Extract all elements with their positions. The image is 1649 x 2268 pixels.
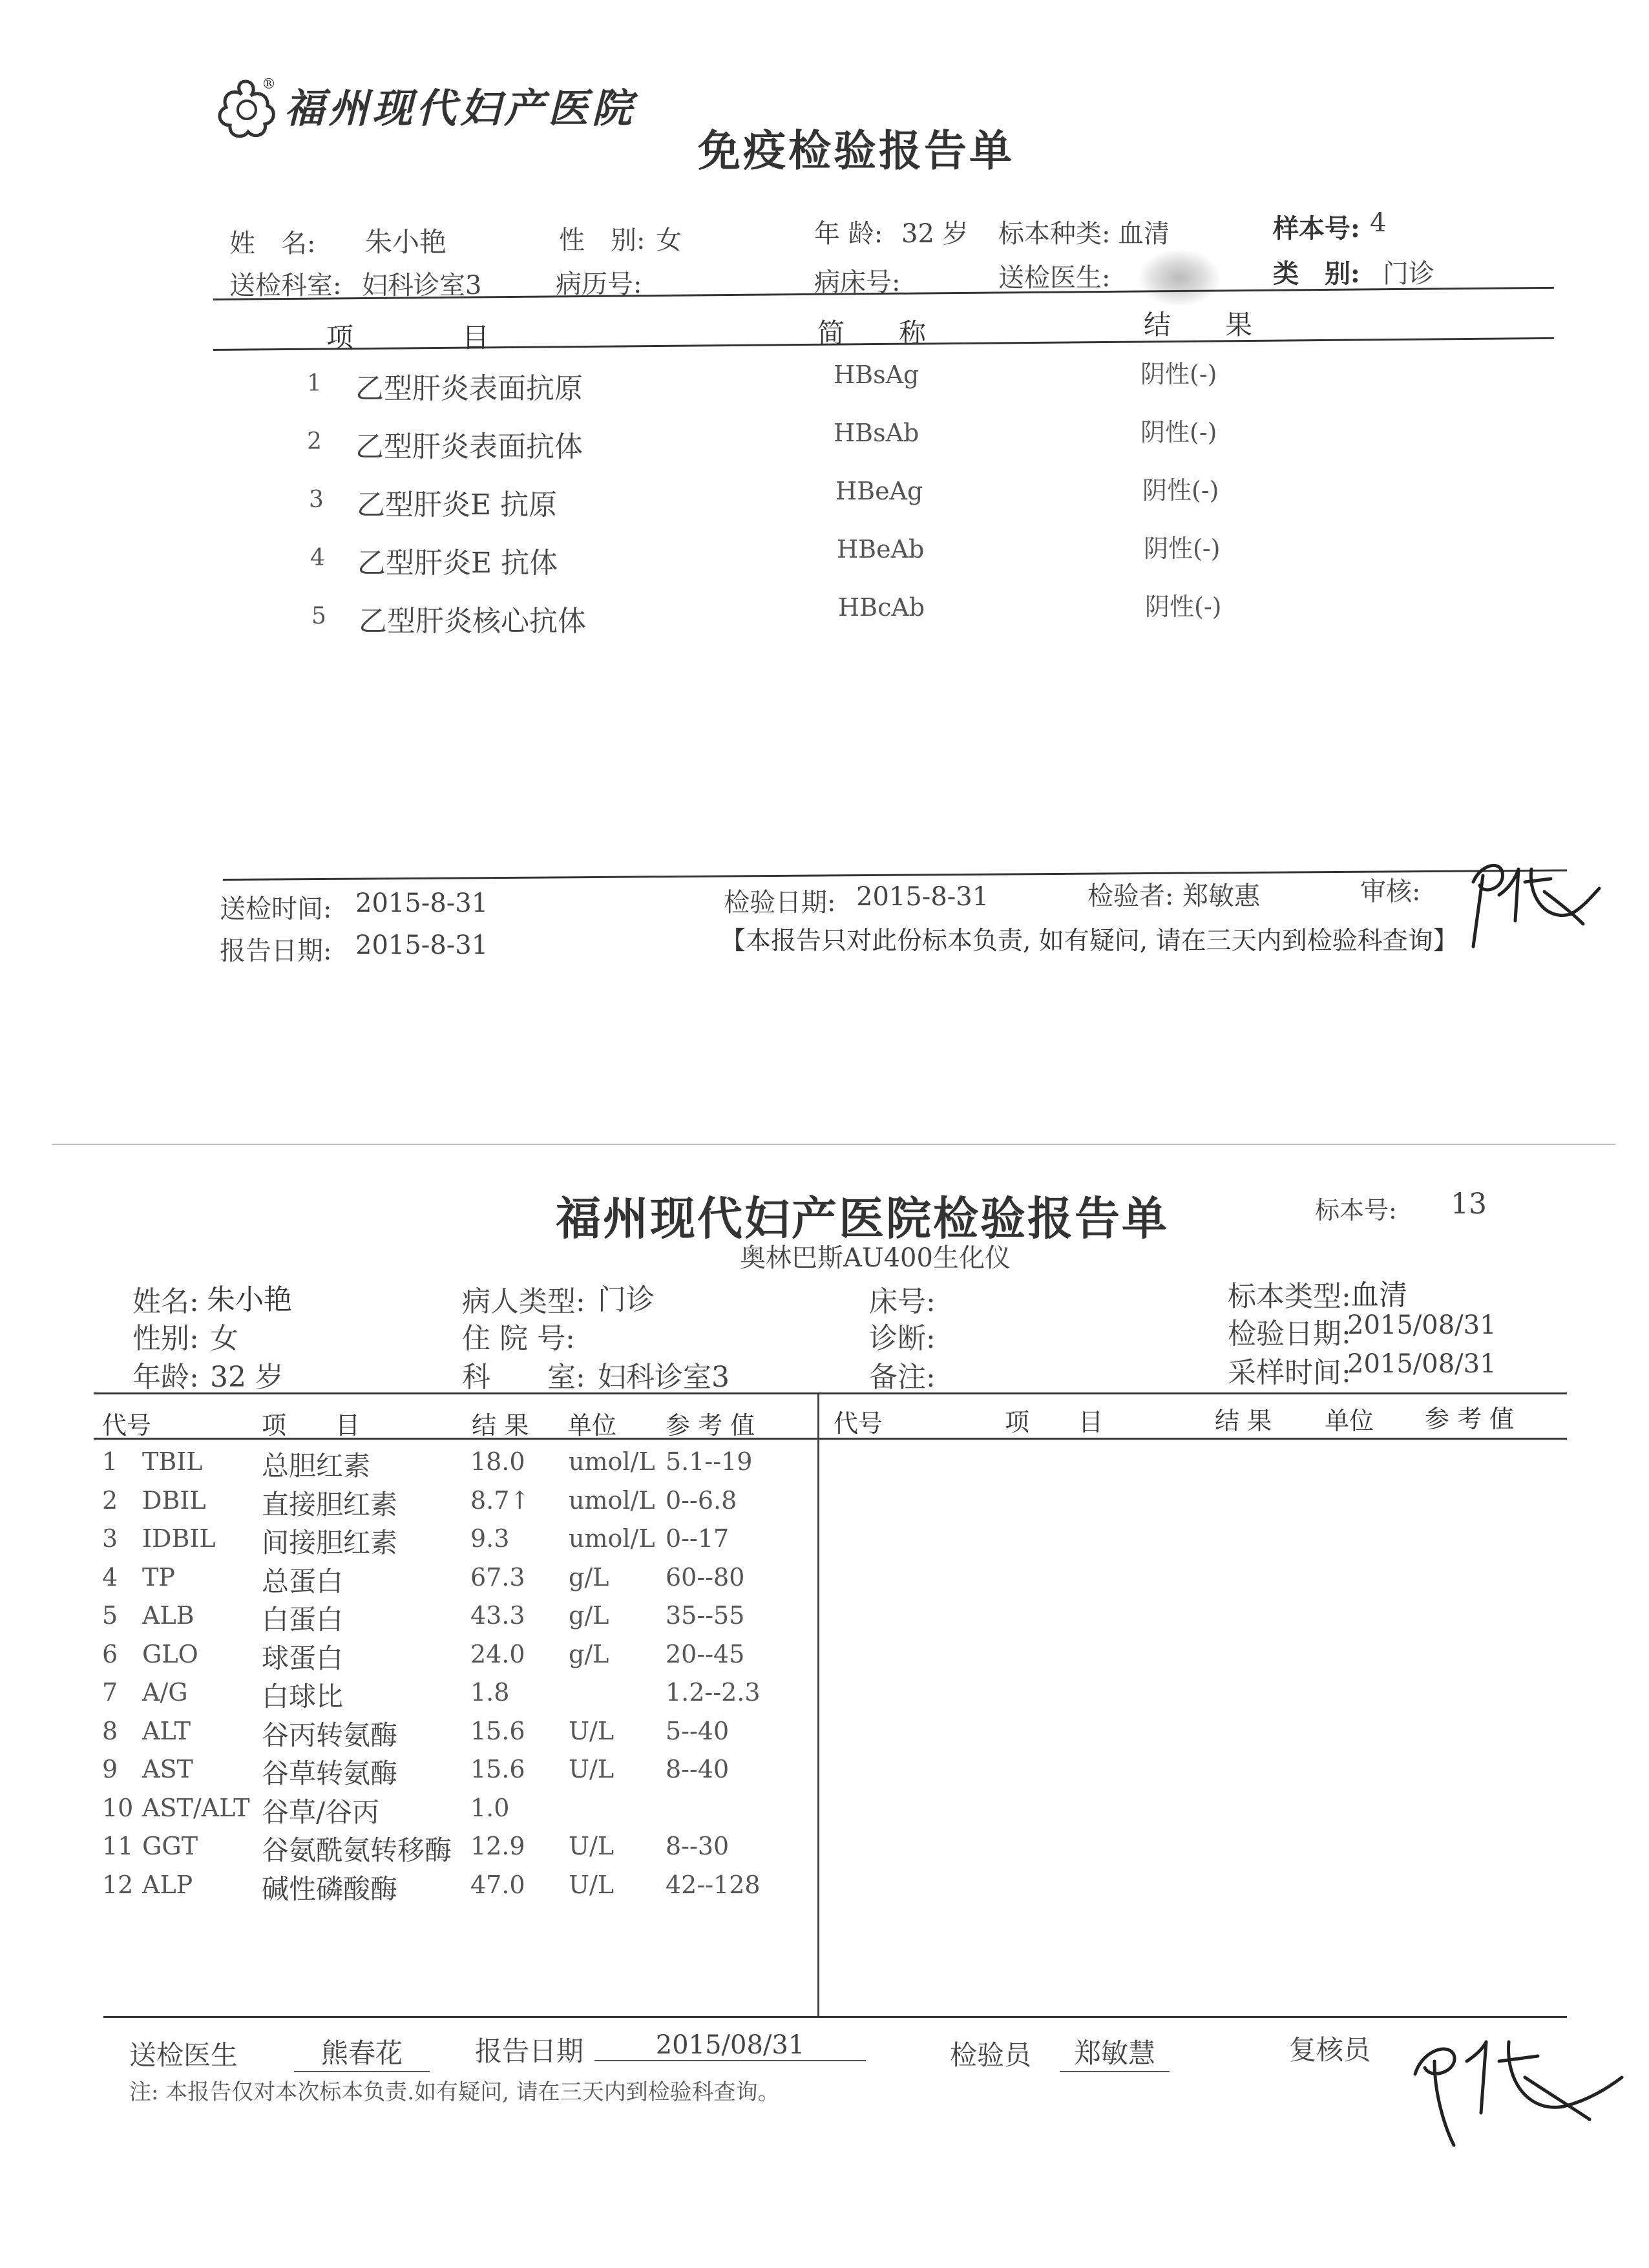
row-item: 谷草转氨酶 bbox=[262, 1758, 398, 1789]
row-item: 乙型肝炎E 抗体 bbox=[357, 547, 558, 580]
report-date-label: 报告日期 bbox=[475, 2035, 584, 2067]
col-header-result: 结 果 bbox=[472, 1411, 529, 1440]
collect-time-label: 采样时间: bbox=[1228, 1356, 1351, 1389]
row-number: 4 bbox=[102, 1563, 118, 1591]
redacted-doctor-signature bbox=[1137, 249, 1221, 307]
sample-no-label: 标本号: bbox=[1315, 1196, 1397, 1224]
table-rule-header bbox=[94, 1438, 1567, 1440]
test-date-label: 检验日期: bbox=[724, 888, 836, 918]
row-number: 1 bbox=[102, 1447, 118, 1476]
row-ref: 60--80 bbox=[666, 1563, 745, 1591]
report-notice: 【本报告只对此份标本负责, 如有疑问, 请在三天内到检验科查询】 bbox=[720, 927, 1458, 956]
row-abbr: HBsAg bbox=[834, 361, 919, 389]
row-number: 3 bbox=[309, 487, 324, 513]
row-result: 阴性(-) bbox=[1142, 476, 1219, 505]
row-number: 8 bbox=[102, 1717, 118, 1745]
row-code: TBIL bbox=[142, 1447, 203, 1476]
row-result: 8.7↑ bbox=[470, 1486, 530, 1515]
sex-label: 性 别: bbox=[559, 226, 646, 255]
row-code: GLO bbox=[142, 1640, 198, 1668]
patient-name: 朱小艳 bbox=[365, 226, 447, 258]
row-code: ALB bbox=[142, 1601, 194, 1630]
report-date-value: 2015/08/31 bbox=[594, 2030, 866, 2061]
dept-value: 妇科诊室3 bbox=[598, 1361, 730, 1394]
row-code: ALP bbox=[142, 1871, 193, 1899]
sheet-edge-line bbox=[52, 1144, 1615, 1145]
tester-label: 检验员 bbox=[950, 2039, 1032, 2071]
row-number: 11 bbox=[102, 1832, 134, 1860]
test-date-value: 2015-8-31 bbox=[856, 882, 989, 912]
specimen-value: 血清 bbox=[1118, 219, 1170, 249]
col-header-code-right: 代号 bbox=[834, 1409, 883, 1438]
col-header-item-right: 项 目 bbox=[1005, 1408, 1104, 1436]
row-item: 乙型肝炎表面抗体 bbox=[355, 430, 583, 463]
category-label: 类 别: bbox=[1273, 258, 1360, 289]
row-ref: 0--17 bbox=[666, 1524, 730, 1553]
dept-label: 送检科室: bbox=[229, 271, 342, 300]
row-code: AST/ALT bbox=[142, 1794, 250, 1822]
report-date-label: 报告日期: bbox=[220, 936, 332, 966]
row-ref: 42--128 bbox=[666, 1871, 761, 1899]
sex-value: 女 bbox=[656, 226, 682, 255]
row-ref: 35--55 bbox=[666, 1601, 745, 1630]
doctor-value: 熊春花 bbox=[294, 2032, 430, 2072]
row-result: 15.6 bbox=[470, 1717, 525, 1745]
row-item: 总胆红素 bbox=[262, 1450, 371, 1482]
row-result: 阴性(-) bbox=[1145, 593, 1222, 621]
row-number: 12 bbox=[102, 1871, 134, 1899]
row-abbr: HBcAb bbox=[838, 593, 925, 622]
row-unit: umol/L bbox=[569, 1486, 655, 1515]
row-number: 2 bbox=[102, 1486, 118, 1515]
row-item: 间接胆红素 bbox=[262, 1527, 398, 1559]
row-result: 阴性(-) bbox=[1144, 534, 1221, 563]
send-time-label: 送检时间: bbox=[220, 894, 332, 924]
tester-label: 检验者: bbox=[1087, 881, 1174, 911]
col-header-unit-right: 单位 bbox=[1325, 1407, 1374, 1435]
tester-value: 郑敏惠 bbox=[1182, 881, 1260, 911]
sample-no-value: 4 bbox=[1370, 208, 1387, 238]
dept-value: 妇科诊室3 bbox=[362, 271, 482, 300]
report-title: 免疫检验报告单 bbox=[698, 125, 1014, 176]
send-time-value: 2015-8-31 bbox=[355, 888, 488, 918]
row-code: A/G bbox=[142, 1678, 188, 1706]
row-code: GGT bbox=[142, 1832, 198, 1860]
row-unit: U/L bbox=[569, 1717, 614, 1745]
row-result: 1.0 bbox=[470, 1794, 510, 1822]
name-label: 姓名: bbox=[132, 1285, 199, 1318]
footer-rule bbox=[103, 2016, 1567, 2018]
row-result: 阴性(-) bbox=[1140, 418, 1217, 446]
row-ref: 0--6.8 bbox=[666, 1486, 737, 1515]
specimen-type-value: 血清 bbox=[1350, 1279, 1407, 1312]
table-divider bbox=[817, 1394, 819, 2018]
col-header-ref-right: 参 考 值 bbox=[1425, 1405, 1515, 1433]
category-value: 门诊 bbox=[1383, 259, 1434, 289]
doctor-label: 送检医生 bbox=[129, 2039, 238, 2071]
row-ref: 8--30 bbox=[666, 1832, 730, 1860]
row-code: IDBIL bbox=[142, 1524, 216, 1553]
row-result: 15.6 bbox=[470, 1755, 525, 1783]
row-abbr: HBsAb bbox=[834, 419, 919, 447]
row-result: 47.0 bbox=[470, 1871, 525, 1899]
row-ref: 5.1--19 bbox=[666, 1447, 753, 1476]
bed-no-label: 床号: bbox=[869, 1285, 936, 1318]
row-ref: 5--40 bbox=[666, 1717, 730, 1745]
row-unit: umol/L bbox=[569, 1524, 655, 1553]
registered-mark-icon: ® bbox=[262, 76, 276, 92]
row-number: 4 bbox=[310, 545, 325, 571]
row-result: 阴性(-) bbox=[1140, 360, 1217, 388]
age-label: 年龄: bbox=[132, 1361, 199, 1394]
row-item: 碱性磷酸酶 bbox=[262, 1873, 398, 1905]
col-header-result: 结 果 bbox=[1144, 309, 1253, 341]
row-unit: g/L bbox=[569, 1640, 609, 1668]
row-ref: 1.2--2.3 bbox=[666, 1678, 761, 1706]
doctor-label: 送检医生: bbox=[998, 263, 1111, 293]
row-abbr: HBeAb bbox=[837, 535, 925, 563]
table-rule-top bbox=[94, 1392, 1567, 1394]
row-item: 谷草/谷丙 bbox=[262, 1796, 380, 1828]
sample-no-label: 样本号: bbox=[1273, 213, 1360, 244]
row-unit: umol/L bbox=[569, 1447, 655, 1476]
row-unit: g/L bbox=[569, 1601, 609, 1630]
row-item: 白球比 bbox=[262, 1681, 344, 1712]
row-number: 5 bbox=[102, 1601, 118, 1630]
col-header-abbr: 简 称 bbox=[817, 317, 927, 349]
report-title: 福州现代妇产医院检验报告单 bbox=[556, 1192, 1169, 1245]
col-header-unit: 单位 bbox=[567, 1411, 617, 1440]
reviewer-signature bbox=[1454, 843, 1602, 953]
row-number: 2 bbox=[307, 428, 322, 455]
row-item: 谷氨酰氨转移酶 bbox=[262, 1834, 452, 1866]
row-ref: 8--40 bbox=[666, 1755, 730, 1783]
row-number: 7 bbox=[102, 1678, 118, 1706]
col-header-code: 代号 bbox=[102, 1411, 152, 1440]
row-number: 10 bbox=[102, 1794, 134, 1822]
col-header-item: 项 目 bbox=[326, 322, 490, 353]
remark-label: 备注: bbox=[869, 1361, 936, 1394]
record-no-label: 病历号: bbox=[556, 269, 642, 299]
specimen-type-label: 标本类型: bbox=[1228, 1280, 1351, 1313]
sample-no-value: 13 bbox=[1451, 1188, 1487, 1221]
report-date-value: 2015-8-31 bbox=[355, 930, 488, 960]
patient-type-value: 门诊 bbox=[598, 1283, 655, 1316]
row-result: 24.0 bbox=[470, 1640, 525, 1668]
patient-name: 朱小艳 bbox=[207, 1283, 292, 1316]
collect-time-value: 2015/08/31 bbox=[1347, 1349, 1497, 1379]
row-code: ALT bbox=[142, 1717, 191, 1745]
row-unit: U/L bbox=[569, 1755, 614, 1783]
reviewer-label: 审核: bbox=[1360, 877, 1421, 907]
row-ref: 20--45 bbox=[666, 1640, 745, 1668]
test-date-label: 检验日期: bbox=[1228, 1318, 1351, 1350]
hospital-logo-text: 福州现代妇产医院 bbox=[284, 85, 636, 132]
test-date-value: 2015/08/31 bbox=[1347, 1310, 1497, 1340]
row-result: 43.3 bbox=[470, 1601, 525, 1630]
row-number: 9 bbox=[102, 1755, 118, 1783]
row-item: 乙型肝炎表面抗原 bbox=[355, 372, 583, 405]
bed-no-label: 病床号: bbox=[814, 268, 901, 297]
row-code: DBIL bbox=[142, 1486, 206, 1515]
row-item: 总蛋白 bbox=[262, 1566, 344, 1597]
instrument-name: 奥林巴斯AU400生化仪 bbox=[740, 1243, 1011, 1273]
age-value: 32 岁 bbox=[210, 1361, 284, 1394]
sex-label: 性别: bbox=[132, 1322, 199, 1355]
row-unit: U/L bbox=[569, 1832, 614, 1860]
row-number: 1 bbox=[307, 370, 322, 397]
row-result: 18.0 bbox=[470, 1447, 525, 1476]
col-header-result-right: 结 果 bbox=[1215, 1407, 1272, 1435]
patient-type-label: 病人类型: bbox=[462, 1285, 585, 1318]
inpatient-no-label: 住 院 号: bbox=[462, 1322, 575, 1355]
reviewer-label: 复核员 bbox=[1289, 2034, 1371, 2066]
row-code: TP bbox=[142, 1563, 175, 1591]
row-item: 球蛋白 bbox=[262, 1643, 344, 1674]
dept-label: 科 室: bbox=[462, 1361, 585, 1394]
tester-value: 郑敏慧 bbox=[1060, 2032, 1170, 2072]
diagnosis-label: 诊断: bbox=[869, 1322, 936, 1355]
col-header-item: 项 目 bbox=[262, 1411, 361, 1440]
row-unit: U/L bbox=[569, 1871, 614, 1899]
col-header-ref: 参 考 值 bbox=[666, 1411, 755, 1440]
row-result: 9.3 bbox=[470, 1524, 510, 1553]
row-abbr: HBeAg bbox=[835, 477, 923, 505]
reviewer-signature bbox=[1396, 2016, 1628, 2152]
row-number: 6 bbox=[102, 1640, 118, 1668]
row-item: 谷丙转氨酶 bbox=[262, 1719, 398, 1751]
name-label: 姓 名: bbox=[229, 229, 316, 258]
row-item: 直接胆红素 bbox=[262, 1489, 398, 1520]
age-value: 32 岁 bbox=[901, 219, 969, 249]
sex-value: 女 bbox=[210, 1322, 238, 1355]
row-result: 1.8 bbox=[470, 1678, 510, 1706]
row-result: 67.3 bbox=[470, 1563, 525, 1591]
row-result: 12.9 bbox=[470, 1832, 525, 1860]
row-item: 乙型肝炎E 抗原 bbox=[357, 488, 558, 521]
row-unit: g/L bbox=[569, 1563, 609, 1591]
row-item: 白蛋白 bbox=[262, 1604, 344, 1635]
age-label: 年 龄: bbox=[814, 219, 883, 249]
row-number: 5 bbox=[311, 603, 326, 629]
report-notice: 注: 本报告仅对本次标本负责.如有疑问, 请在三天内到检验科查询。 bbox=[129, 2079, 780, 2105]
row-code: AST bbox=[142, 1755, 193, 1783]
specimen-label: 标本种类: bbox=[998, 219, 1111, 249]
row-number: 3 bbox=[102, 1524, 118, 1553]
row-item: 乙型肝炎核心抗体 bbox=[359, 605, 586, 638]
